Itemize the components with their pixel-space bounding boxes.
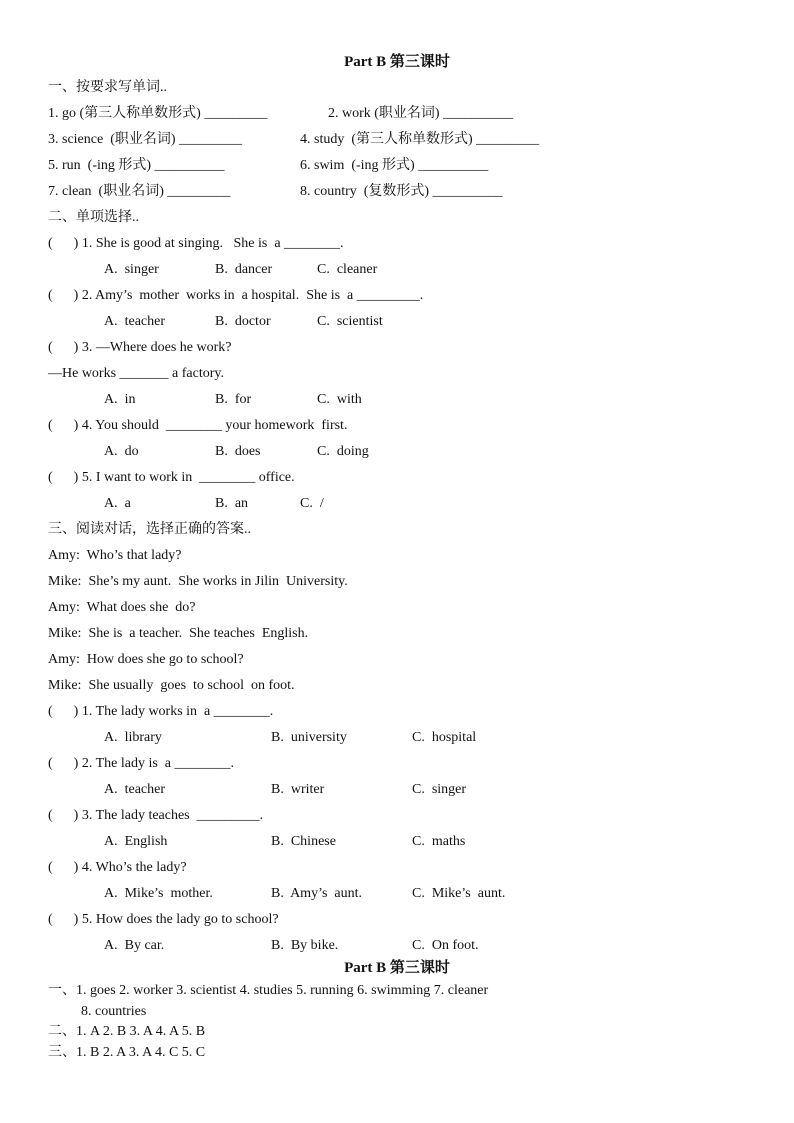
answer-key-line-3: 三、1. B 2. A 3. A 4. C 5. C [48,1045,206,1060]
option-b: B. writer [271,782,325,797]
s2-question-2: ( ) 2. Amy’s mother works in a hospital. She is a _________. [48,288,424,303]
option-a: A. teacher [104,782,166,797]
dialogue-line: Amy: How does she go to school? [48,652,244,667]
s1-item-1: 1. go (第三人称单数形式) _________ [48,106,268,121]
option-b: B. for [215,392,252,407]
option-c: C. On foot. [412,938,479,953]
option-a: A. library [104,730,162,745]
option-b: B. Amy’s aunt. [271,886,363,901]
dialogue-line: Mike: She’s my aunt. She works in Jilin University. [48,574,348,589]
option-c: C. hospital [412,730,477,745]
option-c: C. maths [412,834,466,849]
page-title: Part B 第三课时 [344,54,450,70]
s1-item-8: 8. country (复数形式) __________ [300,184,503,199]
s1-item-3: 3. science (职业名词) _________ [48,132,243,147]
s2-question-1: ( ) 1. She is good at singing. She is a ________. [48,236,344,251]
dialogue-line: Mike: She usually goes to school on foot. [48,678,295,693]
section3-heading: 三、阅读对话，选择正确的答案.. [48,522,251,537]
answer-key-title: Part B 第三课时 [344,960,450,976]
option-b: B. university [271,730,347,745]
option-c: C. cleaner [317,262,378,277]
answer-key-line-1-cont: 8. countries [81,1004,147,1019]
option-b: B. an [215,496,249,511]
option-a: A. do [104,444,139,459]
answer-key-line-1 [48,980,568,1022]
option-a: A. in [104,392,136,407]
dialogue-line: Mike: She is a teacher. She teaches English. [48,626,309,641]
option-b: B. doctor [215,314,271,329]
option-a: A. a [104,496,131,511]
dialogue-line: Amy: What does she do? [48,600,196,615]
option-c: C. singer [412,782,467,797]
s3-question-5: ( ) 5. How does the lady go to school? [48,912,279,927]
section1-heading: 一、按要求写单词.. [48,80,167,95]
option-c: C. / [300,496,324,511]
dialogue-line: Amy: Who’s that lady? [48,548,182,563]
answer-key-line-2: 二、1. A 2. B 3. A 4. A 5. B [48,1024,206,1039]
s1-item-5: 5. run (-ing 形式) __________ [48,158,225,173]
option-b: B. Chinese [271,834,336,849]
option-a: A. By car. [104,938,165,953]
answer-key-line-1-text: 一、1. goes 2. worker 3. scientist 4. studies 5. running 6. swimming 7. cleaner [48,983,489,998]
option-a: A. singer [104,262,159,277]
s1-item-2: 2. work (职业名词) __________ [328,106,514,121]
option-a: A. English [104,834,168,849]
s2-question-3-line2: —He works _______ a factory. [48,366,224,381]
s3-question-2: ( ) 2. The lady is a ________. [48,756,234,771]
s1-item-7: 7. clean (职业名词) _________ [48,184,231,199]
s3-question-3: ( ) 3. The lady teaches _________. [48,808,264,823]
option-b: B. does [215,444,261,459]
option-b: B. By bike. [271,938,339,953]
s1-item-6: 6. swim (-ing 形式) __________ [300,158,489,173]
option-c: C. Mike’s aunt. [412,886,506,901]
s3-question-4: ( ) 4. Who’s the lady? [48,860,187,875]
section2-heading: 二、单项选择.. [48,210,139,225]
s2-question-3: ( ) 3. —Where does he work? [48,340,232,355]
option-c: C. with [317,392,362,407]
option-a: A. teacher [104,314,166,329]
s2-question-4: ( ) 4. You should ________ your homework first. [48,418,348,433]
s1-item-4: 4. study (第三人称单数形式) _________ [300,132,540,147]
s3-question-1: ( ) 1. The lady works in a ________. [48,704,274,719]
option-c: C. doing [317,444,369,459]
s2-question-5: ( ) 5. I want to work in ________ office. [48,470,295,485]
option-c: C. scientist [317,314,383,329]
option-a: A. Mike’s mother. [104,886,213,901]
option-b: B. dancer [215,262,273,277]
